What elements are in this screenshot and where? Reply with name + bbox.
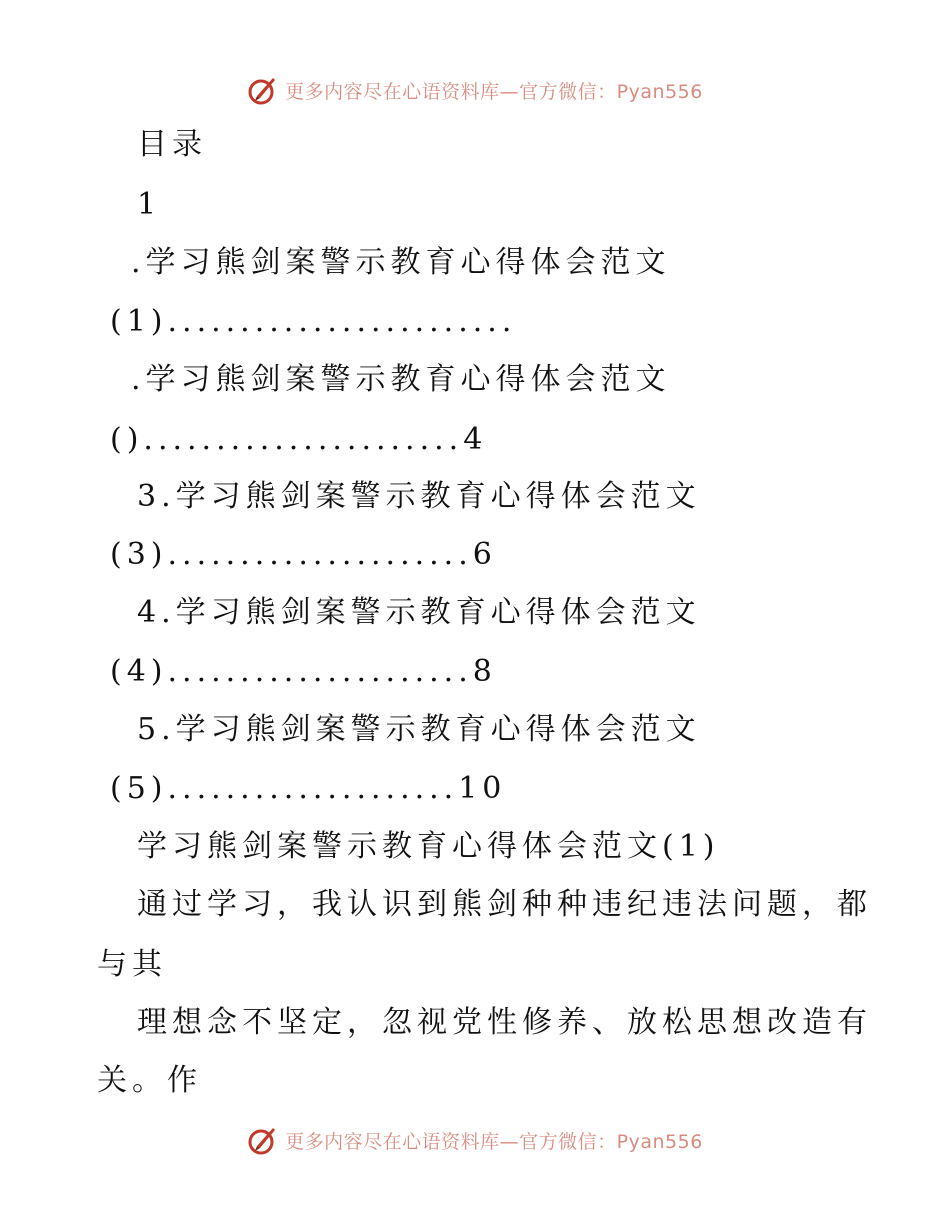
toc-entry-leader: (1)........................ bbox=[110, 304, 517, 339]
header-banner bbox=[0, 70, 950, 110]
toc-entry-leader: (3).....................6 bbox=[110, 537, 497, 572]
paragraph-line: 关。作 bbox=[97, 1063, 202, 1098]
toc-heading: 目录 bbox=[137, 127, 207, 162]
toc-entry-title: .学习熊剑案警示教育心得体会范文 bbox=[131, 245, 671, 280]
paragraph-line: 与其 bbox=[97, 947, 167, 982]
toc-entry-title: 5.学习熊剑案警示教育心得体会范文 bbox=[137, 712, 701, 747]
footer-banner bbox=[0, 1120, 950, 1160]
paragraph-line: 理想念不坚定，忽视党性修养、放松思想改造有 bbox=[137, 1005, 872, 1040]
header-banner-text: 更多内容尽在心语资料库—官方微信：Pyan556 bbox=[285, 80, 703, 103]
toc-entry-title: 3.学习熊剑案警示教育心得体会范文 bbox=[137, 479, 701, 514]
quill-pen-logo-icon bbox=[247, 74, 279, 106]
footer-banner-text: 更多内容尽在心语资料库—官方微信：Pyan556 bbox=[285, 1130, 703, 1153]
section-heading: 学习熊剑案警示教育心得体会范文(1) bbox=[137, 829, 720, 864]
toc-entry-title: .学习熊剑案警示教育心得体会范文 bbox=[131, 362, 671, 397]
toc-entry-leader: ()......................4 bbox=[110, 422, 488, 457]
toc-entry-title: 4.学习熊剑案警示教育心得体会范文 bbox=[137, 595, 701, 630]
toc-entry-leader: (4).....................8 bbox=[110, 654, 497, 689]
toc-entry-number: 1 bbox=[137, 187, 162, 222]
paragraph-line: 通过学习，我认识到熊剑种种违纪违法问题，都 bbox=[137, 887, 872, 922]
toc-entry-leader: (5)....................10 bbox=[110, 771, 507, 806]
quill-pen-logo-icon bbox=[247, 1124, 279, 1156]
